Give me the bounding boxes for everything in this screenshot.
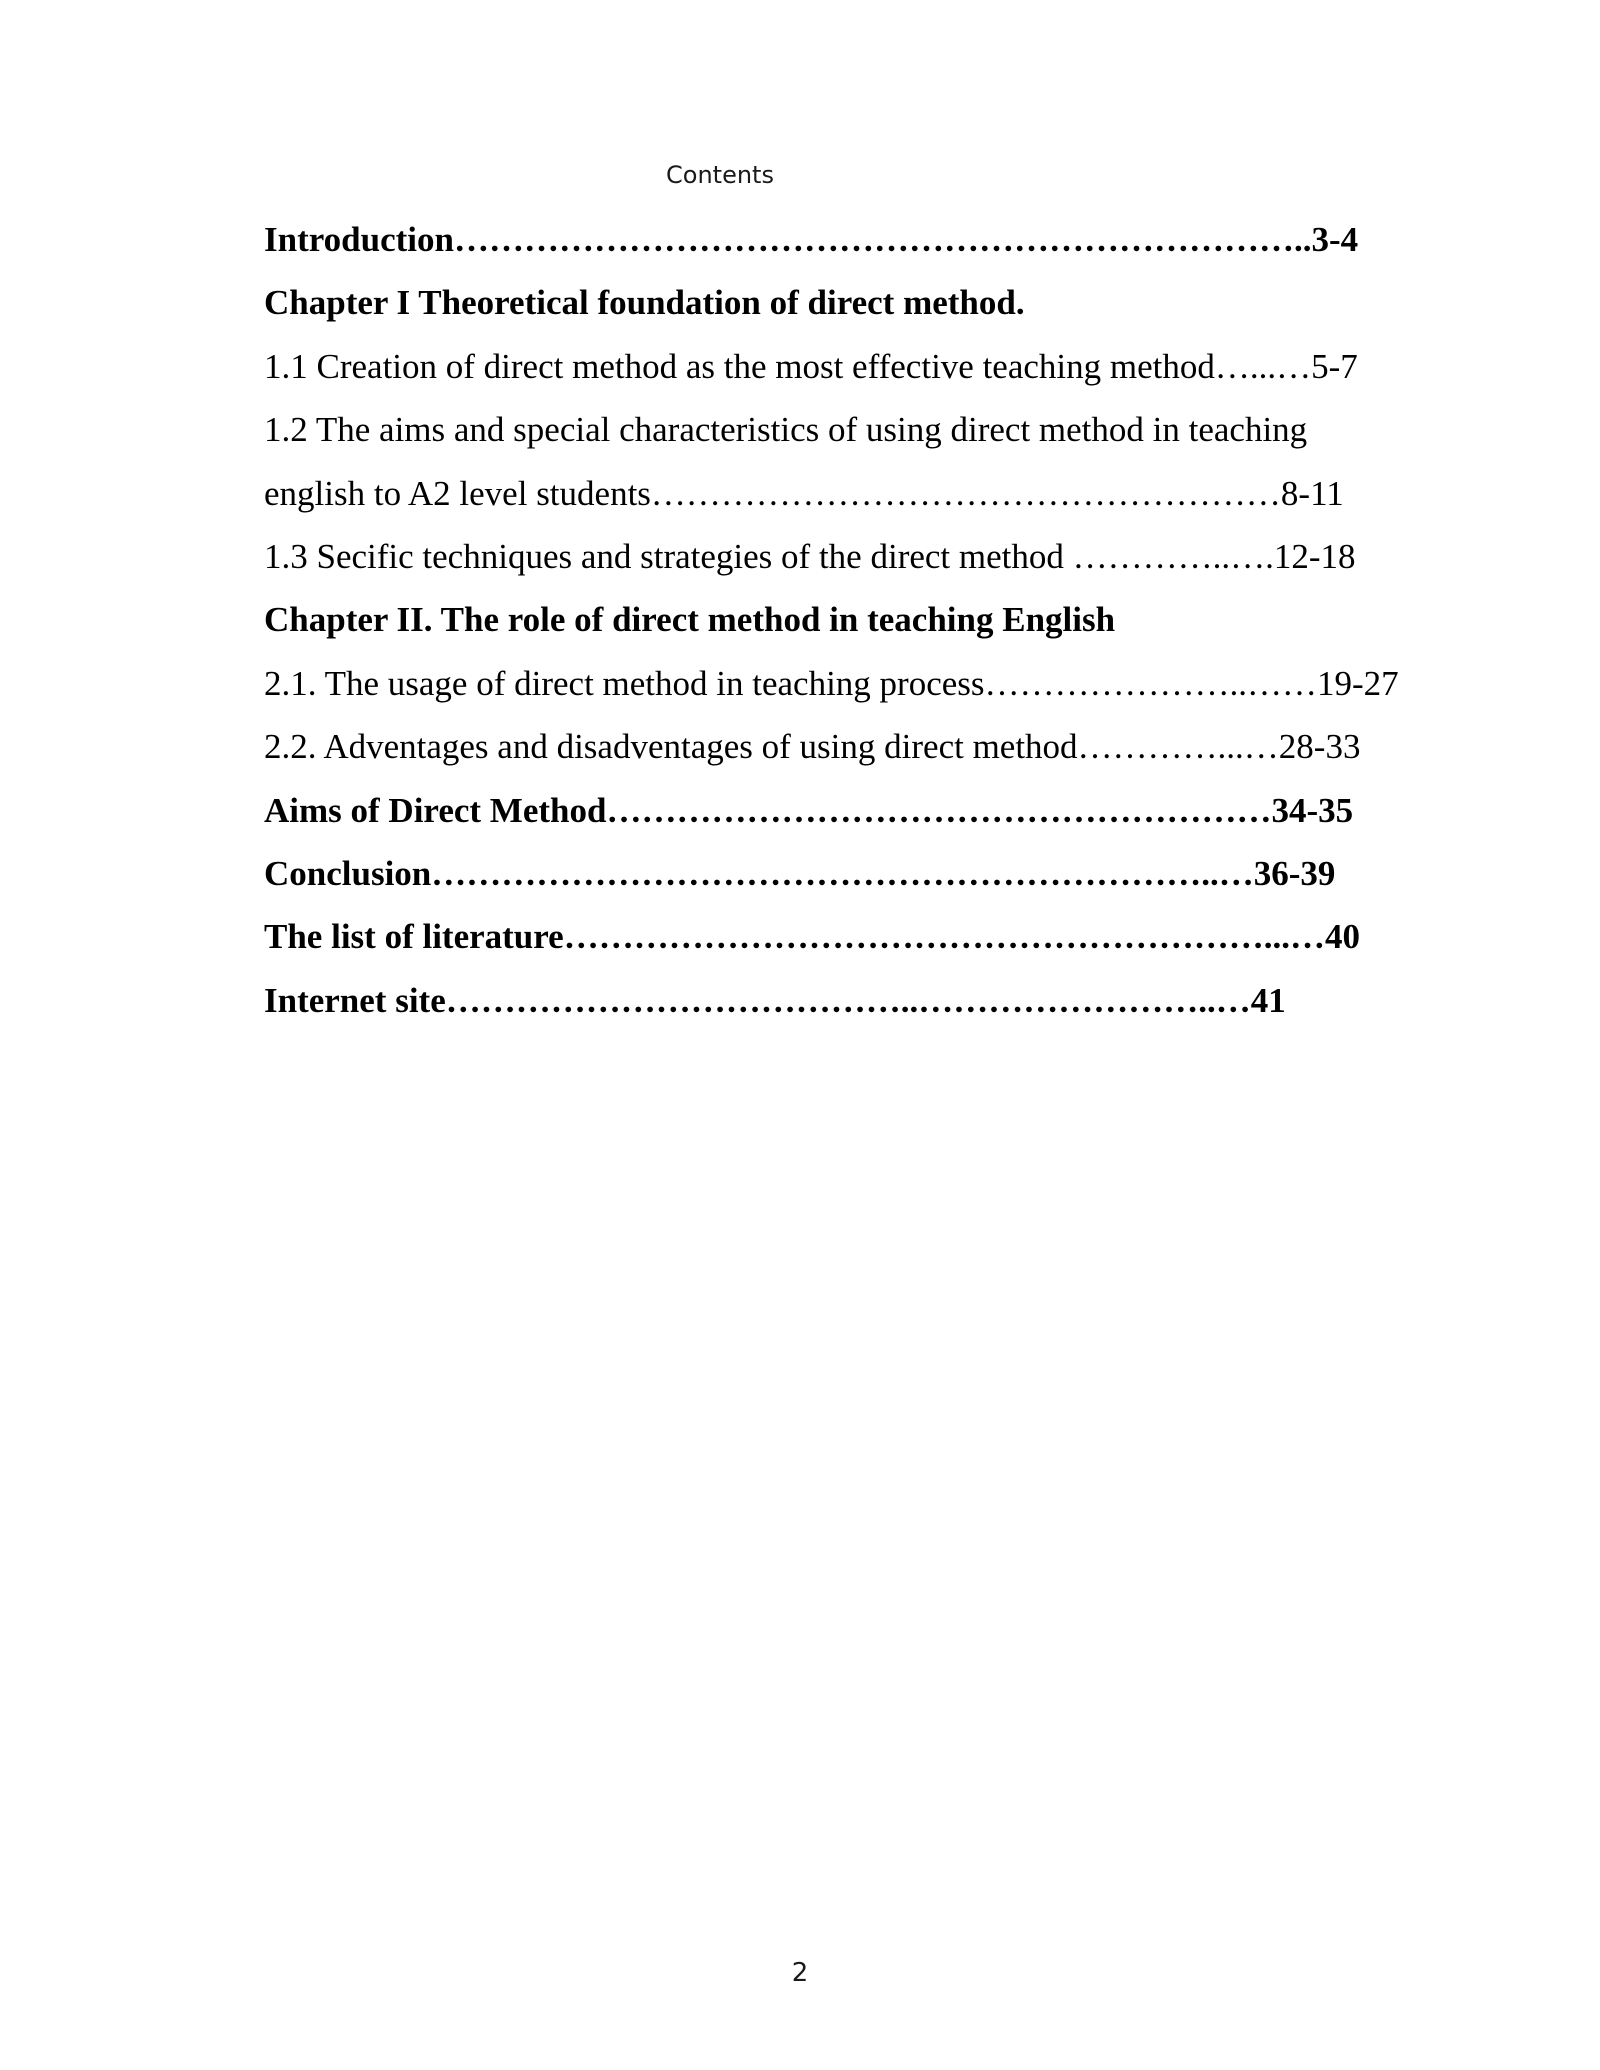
toc-entry-2-2: 2.2. Adventages and disadventages of using direct method…………...…28-33 [264, 727, 1361, 767]
toc-entry-internet-site: Internet site…………………………………..……………………..…41 [264, 980, 1286, 1020]
toc-entry-conclusion: Conclusion…………………………………………………………..…36-39 [264, 853, 1336, 893]
toc-entry-chapter-1: Chapter I Theoretical foundation of direct method. [264, 283, 1025, 323]
toc-entry-literature: The list of literature……………………………………………………...…40 [264, 917, 1360, 957]
toc-entry-aims: Aims of Direct Method…………………………………………………34-35 [264, 790, 1354, 830]
toc-entry-2-1: 2.1. The usage of direct method in teaching process…………………..……19-27 [264, 663, 1399, 703]
table-of-contents [264, 208, 1424, 1032]
toc-entry-introduction: Introduction………………………………………………………………..3-4 [264, 220, 1359, 259]
contents-heading: Contents [666, 161, 774, 189]
toc-entry-1-2-continued: english to A2 level students………………………………………………8-11 [264, 473, 1344, 513]
toc-entry-1-1: 1.1 Creation of direct method as the most effective teaching method…...…5-7 [264, 346, 1358, 386]
toc-entry-1-3: 1.3 Secific techniques and strategies of the direct method …………..….12-18 [264, 536, 1356, 576]
toc-entry-chapter-2: Chapter II. The role of direct method in teaching English [264, 600, 1116, 640]
toc-entry-1-2: 1.2 The aims and special characteristics of using direct method in teaching [264, 410, 1308, 450]
page-number: 2 [791, 1958, 809, 1988]
